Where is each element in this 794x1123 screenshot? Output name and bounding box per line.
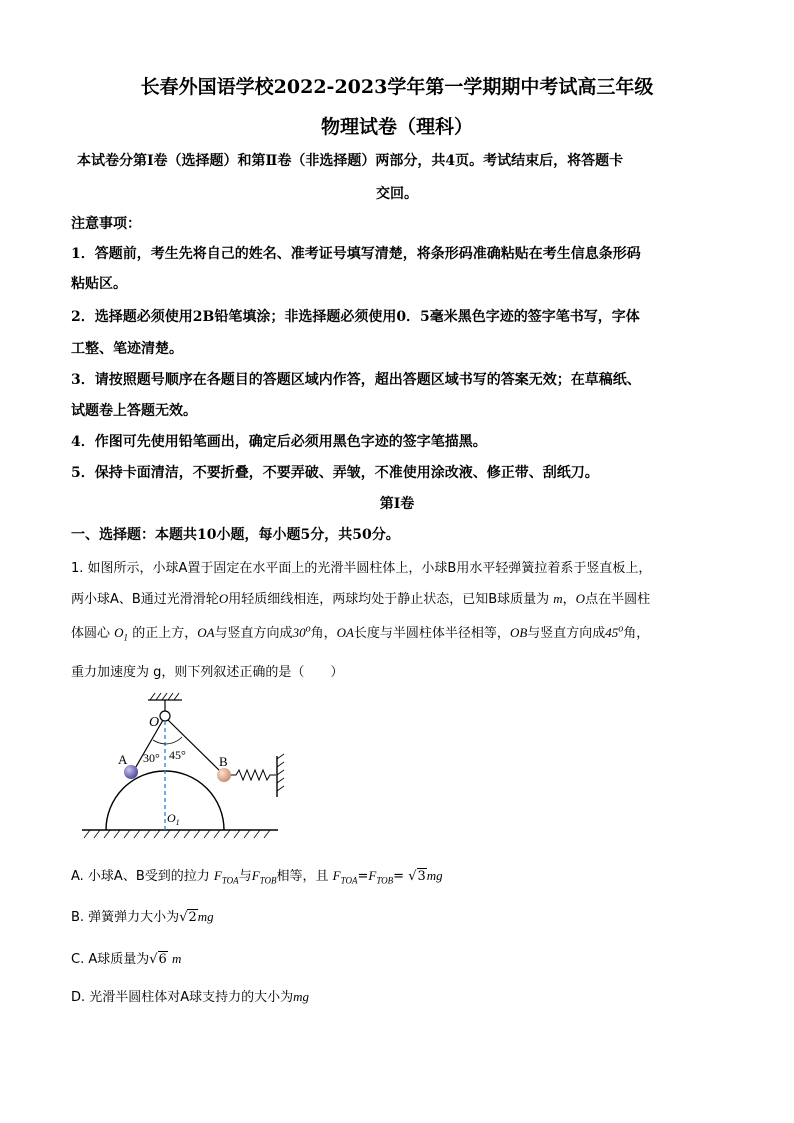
q1-var-o: O bbox=[218, 591, 229, 606]
figure-label-30: 30° bbox=[143, 751, 160, 765]
figure-label-o: O bbox=[149, 715, 160, 730]
pulley bbox=[160, 711, 170, 721]
q1-text: 体圆心 bbox=[71, 626, 111, 641]
option-a-f2: $F_{TOB}$ bbox=[368, 868, 394, 886]
ceiling-support bbox=[148, 693, 182, 711]
ground bbox=[82, 830, 278, 838]
volume-label: 第Ⅰ卷 bbox=[379, 496, 415, 512]
option-a-text: 与 bbox=[238, 869, 252, 884]
question-1-line-3 bbox=[71, 622, 649, 643]
option-c bbox=[71, 948, 181, 967]
notice-heading: 注意事项： bbox=[71, 216, 141, 232]
ball-b bbox=[217, 768, 231, 782]
ball-a bbox=[124, 765, 138, 779]
q1-text: 角， bbox=[310, 626, 337, 641]
question-1-line-2 bbox=[71, 588, 650, 607]
q1-text: 长度与半圆柱体半径相等， bbox=[353, 626, 510, 641]
q1-var-oa: OA bbox=[197, 625, 215, 640]
wall bbox=[277, 754, 284, 797]
section-heading: 一、选择题：本题共10小题，每小题5分，共50分。 bbox=[71, 527, 400, 543]
question-1-line-1: 1. 如图所示，小球A置于固定在水平面上的光滑半圆柱体上，小球B用水平轻弹簧拉着系于竖直板上， bbox=[71, 561, 652, 576]
q1-var-oa: OA bbox=[336, 625, 354, 640]
q1-text: 角， bbox=[623, 626, 650, 641]
option-c-text: C. A球质量为 bbox=[71, 952, 150, 967]
notice-item: 工整、笔迹清楚。 bbox=[71, 341, 183, 357]
notice-item: 1．答题前，考生先将自己的姓名、准考证号填写清楚，将条形码准确粘贴在考生信息条形码 bbox=[71, 246, 641, 262]
option-b bbox=[71, 906, 214, 925]
option-a-sqrt: √3 bbox=[408, 869, 426, 884]
option-a-text: A. 小球A、B受到的拉力 bbox=[71, 869, 210, 884]
q1-text: 用轻质细线相连，两球均处于静止状态，已知B球质量为 bbox=[228, 592, 550, 607]
q1-angle-45: 45$^o$ bbox=[605, 623, 624, 640]
option-d-mg: mg bbox=[293, 989, 310, 1004]
q1-text: 的正上方， bbox=[132, 626, 198, 641]
option-c-sqrt: √6 bbox=[149, 952, 167, 967]
angle-arc-30 bbox=[153, 740, 165, 744]
q1-var-ob: OB bbox=[509, 625, 528, 640]
option-a-f1: $F_{TOA}$ bbox=[332, 868, 358, 886]
notice-item: 4．作图可先使用铅笔画出，确定后必须用黑色字迹的签字笔描黑。 bbox=[71, 434, 487, 450]
q1-angle-30: 30$^o$ bbox=[292, 623, 311, 640]
option-b-sqrt: √2 bbox=[179, 910, 197, 925]
figure-label-a: A bbox=[118, 752, 128, 767]
option-a-text: 相等，且 bbox=[276, 869, 329, 884]
option-b-text: B. 弹簧弹力大小为 bbox=[71, 910, 180, 925]
option-a-mg: mg bbox=[426, 868, 443, 883]
intro-line-1: 本试卷分第Ⅰ卷（选择题）和第Ⅱ卷（非选择题）两部分，共4页。考试结束后，将答题卡 bbox=[77, 153, 624, 169]
page-subtitle: 物理试卷（理科） bbox=[320, 116, 473, 138]
option-a: A. 小球A、B受到的拉力 $F_{TOA}$与$F_{TOB}$相等，且 $F_{TOA}=F_{TOB}= √3mg$ bbox=[71, 868, 443, 886]
q1-text: 点在半圆柱 bbox=[585, 592, 651, 607]
spring bbox=[230, 770, 276, 780]
option-a-f2: $F_{TOB}$ bbox=[251, 868, 277, 886]
notice-item: 3．请按照题号顺序在各题目的答题区域内作答，超出答题区域书写的答案无效；在草稿纸、 bbox=[71, 372, 641, 388]
notice-item: 粘贴区。 bbox=[71, 276, 127, 292]
q1-var-o1: $O_1$ bbox=[114, 625, 129, 643]
q1-text: 两小球A、B通过光滑滑轮 bbox=[71, 592, 219, 607]
option-a-f1: $F_{TOA}$ bbox=[213, 868, 239, 886]
notice-item: 5．保持卡面清洁，不要折叠，不要弄破、弄皱，不准使用涂改液、修正带、刮纸刀。 bbox=[71, 465, 599, 481]
q1-text: ， bbox=[562, 592, 576, 607]
figure-label-45: 45° bbox=[169, 748, 186, 762]
page-title: 长春外国语学校2022-2023学年第一学期期中考试高三年级 bbox=[140, 76, 654, 98]
q1-text: 与竖直方向成 bbox=[527, 626, 606, 641]
notice-item: 2．选择题必须使用2B铅笔填涂；非选择题必须使用0．5毫米黑色字迹的签字笔书写，字体 bbox=[71, 309, 640, 325]
option-d bbox=[71, 986, 309, 1005]
figure-label-o1: $O_1$ bbox=[167, 811, 180, 827]
q1-text: 与竖直方向成 bbox=[214, 626, 293, 641]
question-1-line-4: 重力加速度为 g，则下列叙述正确的是（ ） bbox=[71, 665, 344, 680]
q1-var-o: O bbox=[575, 591, 586, 606]
string-ob bbox=[168, 720, 222, 773]
notice-item: 试题卷上答题无效。 bbox=[71, 403, 197, 419]
figure-label-b: B bbox=[219, 754, 228, 769]
angle-arc-45 bbox=[165, 737, 182, 744]
option-c-m: m bbox=[171, 951, 182, 966]
option-b-mg: mg bbox=[197, 909, 214, 924]
question-1-figure bbox=[76, 692, 296, 842]
intro-line-2: 交回。 bbox=[376, 186, 418, 202]
option-d-text: D. 光滑半圆柱体对A球支持力的大小为 bbox=[71, 990, 294, 1005]
q1-var-m: m bbox=[553, 591, 563, 606]
